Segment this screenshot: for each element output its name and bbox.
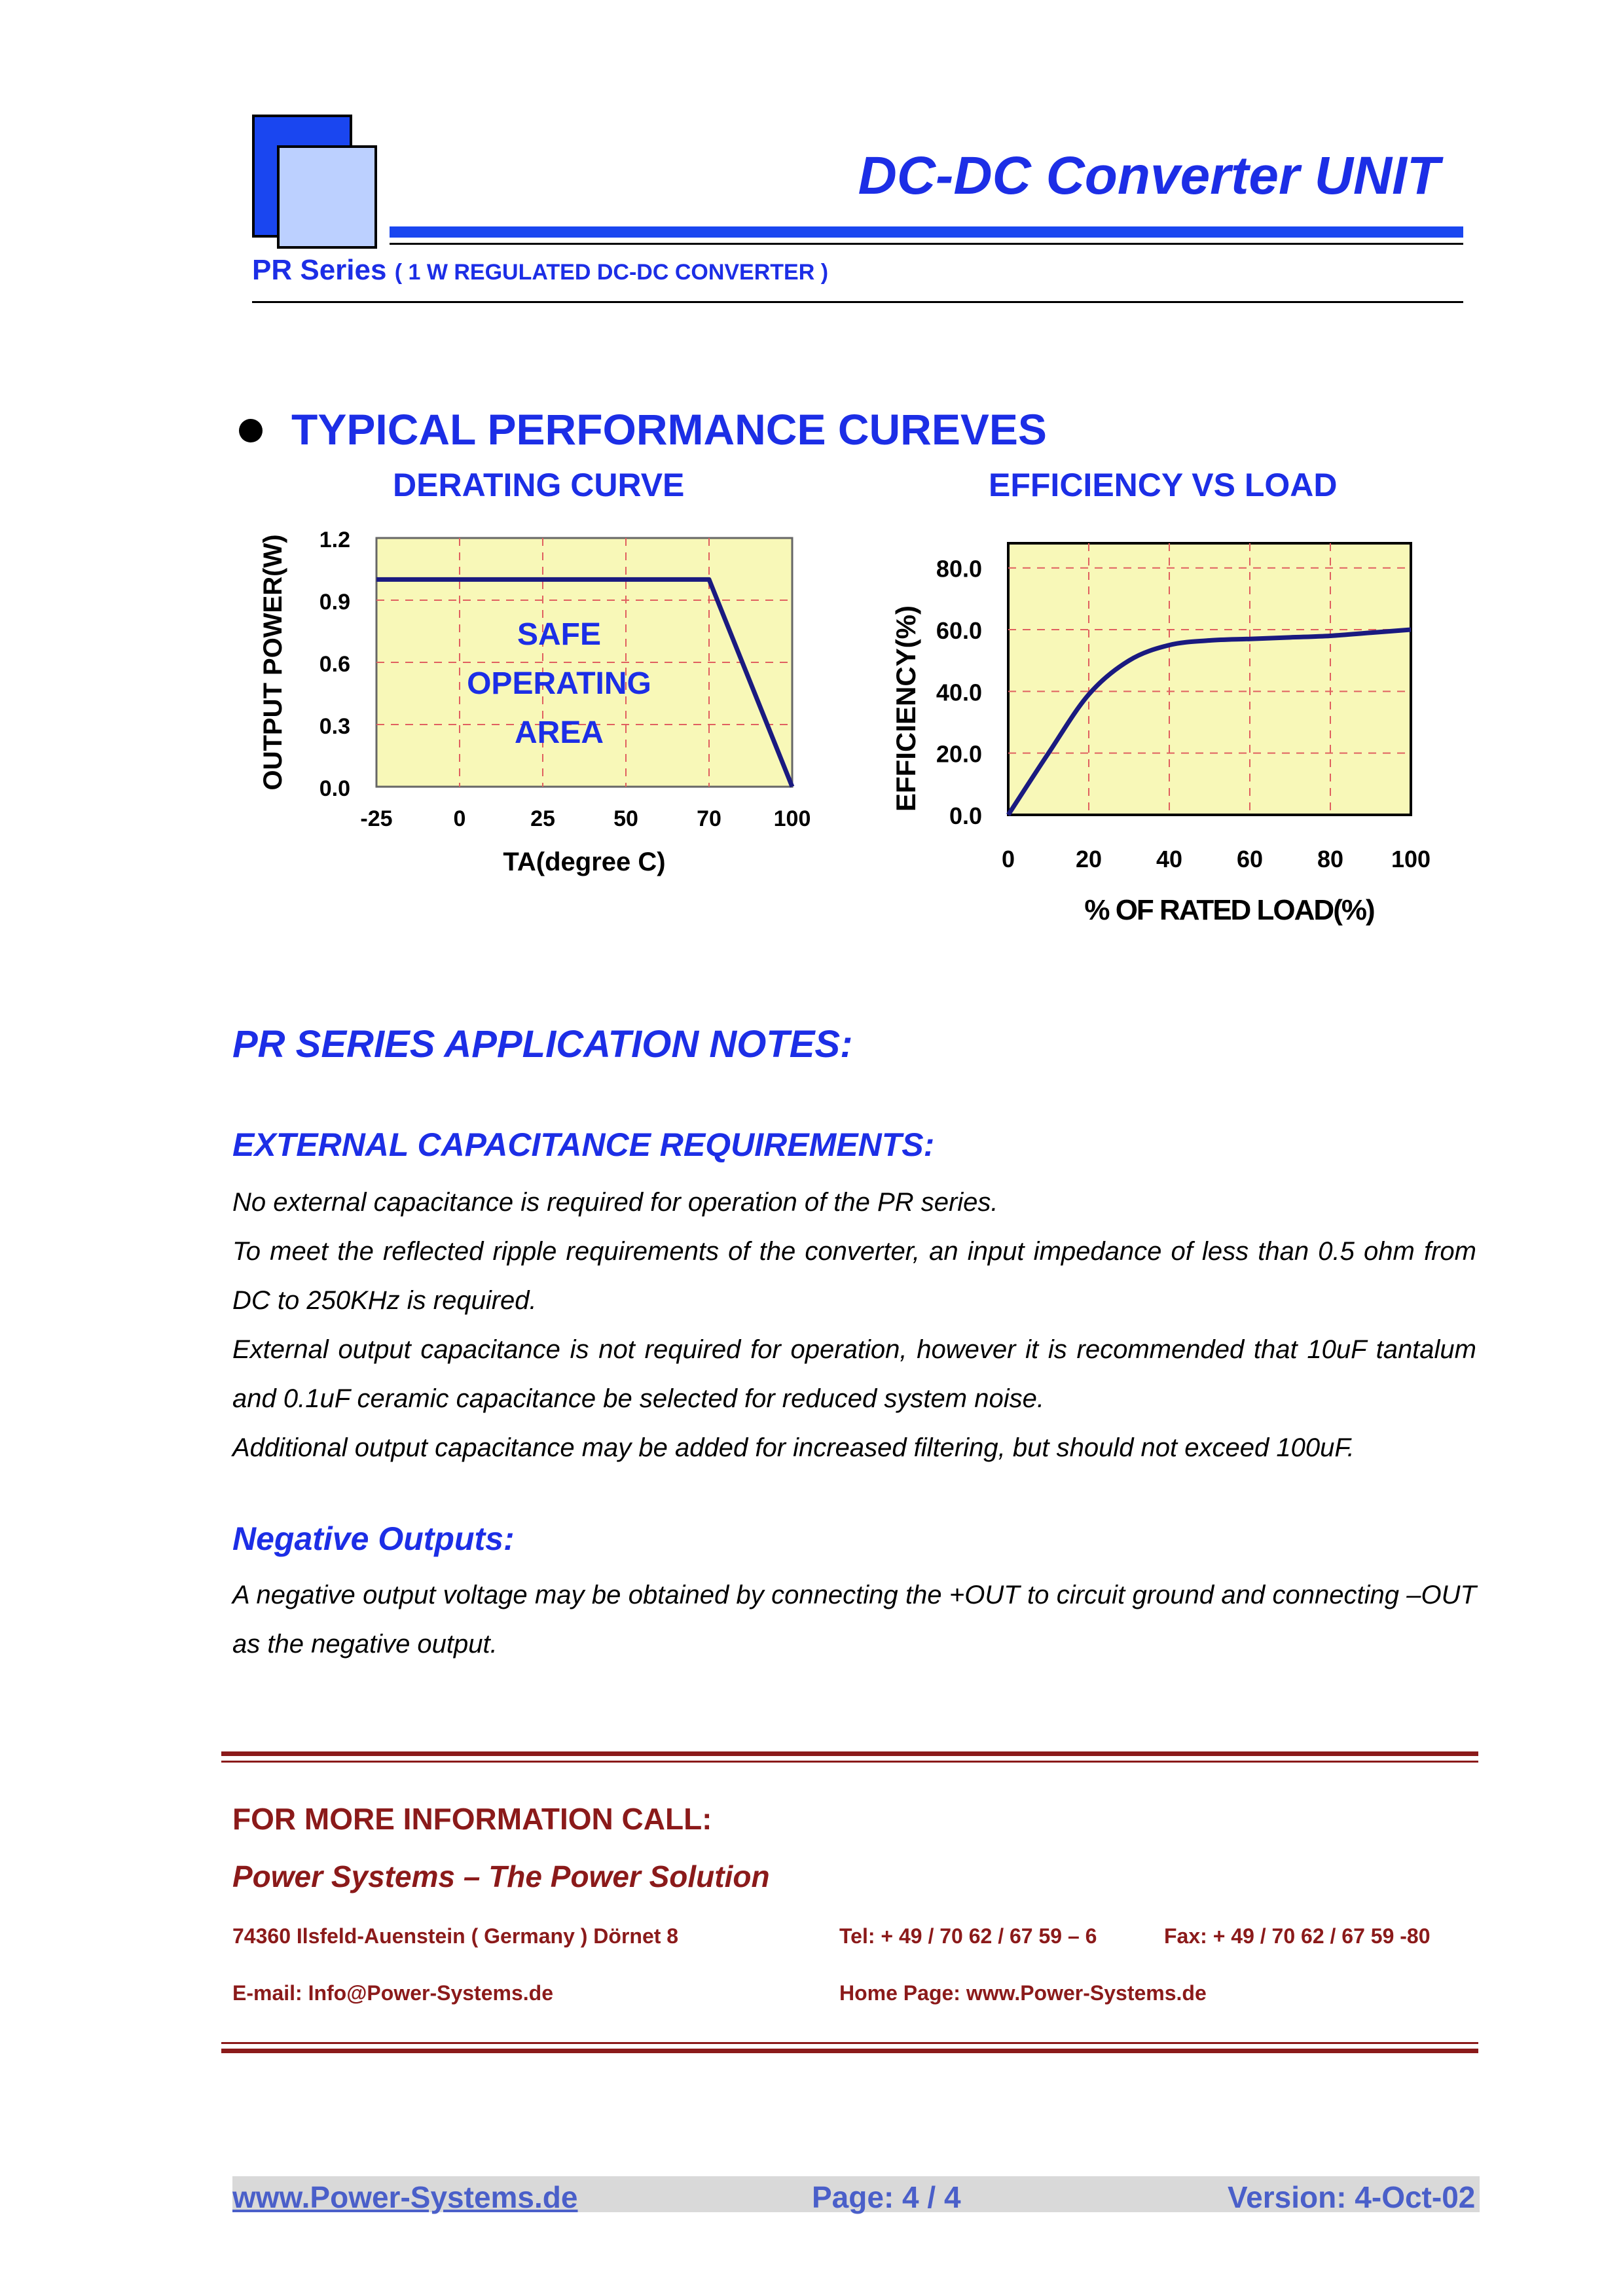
notes-title: PR SERIES APPLICATION NOTES:: [232, 1023, 853, 1066]
y-tick-label: 0.3: [319, 714, 350, 739]
x-axis-label: TA(degree C): [503, 848, 666, 876]
footer-page-number: Page: 4 / 4: [812, 2180, 961, 2214]
series-line: [252, 254, 828, 287]
x-tick-label: 100: [773, 806, 811, 831]
contact-top-rule-thin: [221, 1761, 1478, 1763]
y-tick-label: 0.9: [319, 590, 350, 615]
x-axis-label: % OF RATED LOAD(%): [1084, 894, 1374, 926]
series-subtitle: ( 1 W REGULATED DC-DC CONVERTER ): [394, 260, 829, 285]
y-tick-label: 20.0: [936, 740, 982, 768]
y-tick-label: 1.2: [319, 528, 350, 552]
y-tick-label: 80.0: [936, 555, 982, 583]
y-axis-ticks: [319, 528, 350, 801]
efficiency-chart: [877, 524, 1486, 942]
y-tick-label: 0.0: [949, 802, 982, 829]
company-name: Power Systems – The Power Solution: [232, 1859, 770, 1893]
contact-bottom-rule-thin: [221, 2042, 1478, 2044]
telephone: Tel: + 49 / 70 62 / 67 59 – 6: [839, 1924, 1097, 1948]
x-axis-ticks: [1002, 846, 1431, 872]
plot-area: [1008, 543, 1411, 815]
efficiency-chart-title: EFFICIENCY VS LOAD: [989, 467, 1338, 503]
x-tick-label: 80: [1317, 846, 1344, 872]
section-title: TYPICAL PERFORMANCE CUREVES: [291, 405, 1047, 454]
derating-chart: [249, 517, 838, 884]
y-tick-label: 0.6: [319, 652, 350, 677]
annotation-line: OPERATING: [467, 666, 651, 701]
series-label: PR Series: [252, 254, 387, 286]
x-axis-ticks: [360, 806, 811, 831]
annotation-line: SAFE: [517, 617, 602, 652]
x-tick-label: 70: [697, 806, 721, 831]
ext-cap-paragraph-3: External output capacitance is not required for operation, however it is recommended that 10uF tantalum and 0.1uF ceramic capacitance be selected for reduced system noise.: [232, 1335, 1476, 1413]
header-rule: [252, 301, 1463, 303]
y-tick-label: 0.0: [319, 776, 350, 801]
x-tick-label: 0: [1001, 846, 1015, 872]
contact-top-rule: [221, 1751, 1478, 1756]
address: 74360 Ilsfeld-Auenstein ( Germany ) Dörnet 8: [232, 1924, 679, 1948]
x-tick-label: 20: [1075, 846, 1103, 872]
annotation-line: AREA: [514, 715, 604, 750]
y-axis-ticks: [936, 556, 982, 829]
homepage-link[interactable]: Home Page: www.Power-Systems.de: [839, 1981, 1207, 2005]
contact-bottom-rule: [221, 2049, 1478, 2053]
x-tick-label: 40: [1156, 846, 1183, 872]
derating-chart-title: DERATING CURVE: [393, 467, 685, 503]
negative-outputs-paragraph: A negative output voltage may be obtained by connecting the +OUT to circuit ground and connecting –OUT as the negative output.: [232, 1581, 1476, 1659]
x-tick-label: 100: [1391, 846, 1431, 872]
bullet-icon: [239, 419, 263, 442]
title-underline-bar: [390, 226, 1463, 238]
contact-heading: FOR MORE INFORMATION CALL:: [232, 1802, 712, 1836]
negative-outputs-heading: Negative Outputs:: [232, 1520, 515, 1557]
ext-cap-heading: EXTERNAL CAPACITANCE REQUIREMENTS:: [232, 1126, 935, 1163]
title-underline-thin: [390, 243, 1463, 245]
fax: Fax: + 49 / 70 62 / 67 59 -80: [1164, 1924, 1431, 1948]
x-tick-label: -25: [360, 806, 393, 831]
ext-cap-paragraph-1: No external capacitance is required for operation of the PR series.: [232, 1188, 998, 1217]
ext-cap-paragraph-4: Additional output capacitance may be added for increased filtering, but should not exceed 100uF.: [232, 1433, 1355, 1462]
y-axis-label: EFFICIENCY(%): [890, 605, 921, 812]
email-link[interactable]: E-mail: Info@Power-Systems.de: [232, 1981, 553, 2005]
x-tick-label: 50: [613, 806, 638, 831]
x-tick-label: 25: [530, 806, 555, 831]
x-tick-label: 60: [1236, 846, 1264, 872]
x-tick-label: 0: [453, 806, 466, 831]
footer-version: Version: 4-Oct-02: [1228, 2180, 1476, 2214]
y-tick-label: 60.0: [936, 617, 982, 645]
document-title: DC-DC Converter UNIT: [858, 146, 1440, 206]
ext-cap-paragraph-2: To meet the reflected ripple requirements of the converter, an input impedance of less than 0.5 ohm from DC to 250KHz is required.: [232, 1237, 1476, 1315]
y-axis-label: OUTPUT POWER(W): [259, 534, 287, 791]
logo-front-square: [277, 145, 377, 249]
y-tick-label: 40.0: [936, 679, 982, 706]
footer-website-link[interactable]: www.Power-Systems.de: [232, 2180, 578, 2214]
